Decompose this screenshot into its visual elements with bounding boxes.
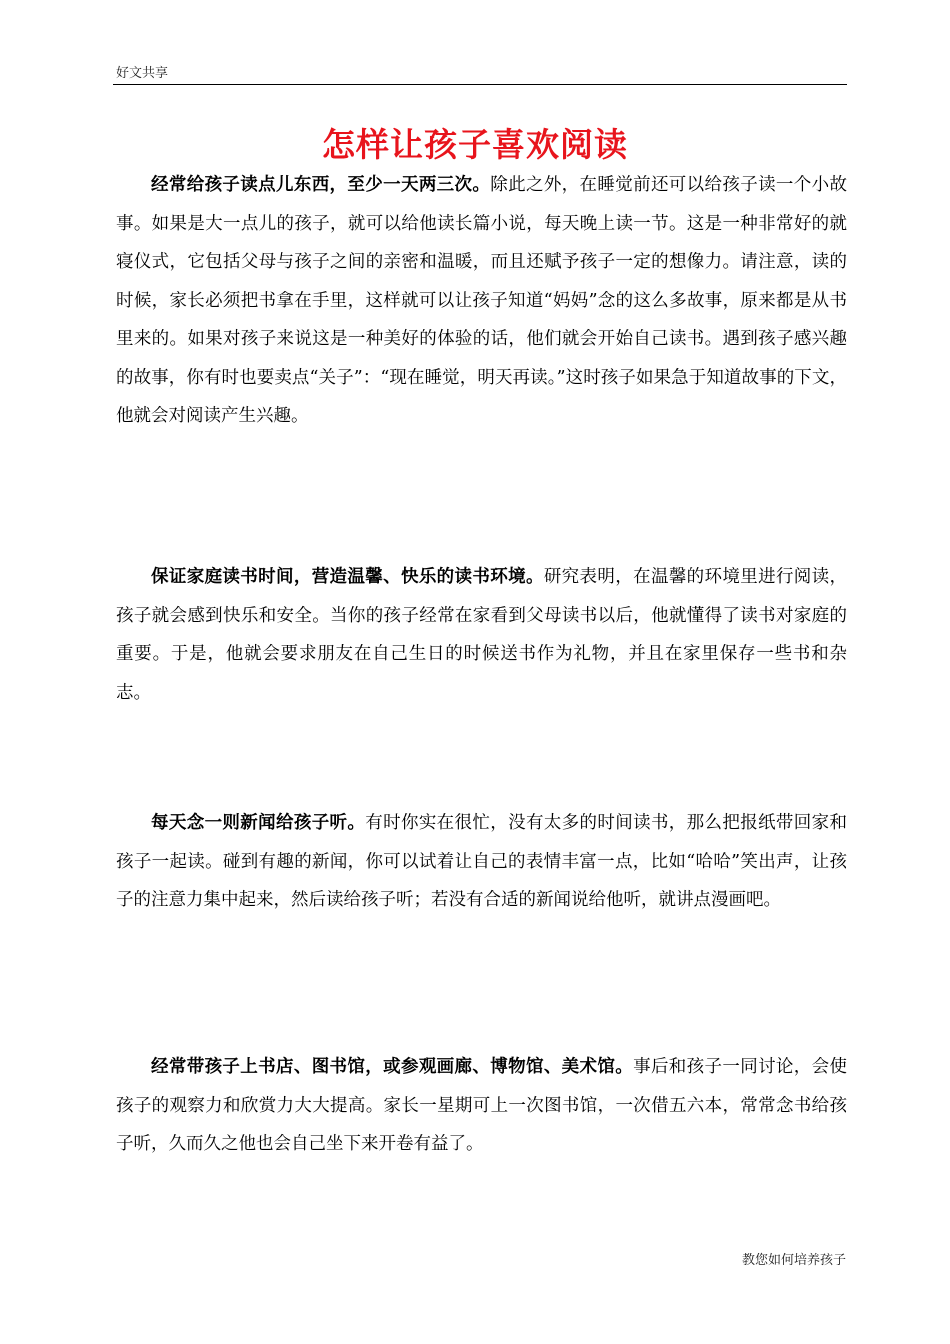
paragraph-body: 除此之外，在睡觉前还可以给孩子读一个小故事。如果是大一点儿的孩子，就可以给他读长篇小说，每天晚上读一节。这是一种非常好的就寝仪式，它包括父母与孩子之间的亲密和温暖，而且还赋予孩子一定的想像力。请注意，读的时候，家长必须把书拿在手里，这样就可以让孩子知道“妈妈”念的这么多故事，原来都是从书里来的。如果对孩子来说这是一种美好的体验的话，他们就会开始自己读书。遇到孩子感兴趣的故事，你有时也要卖点“关子”：“现在睡觉，明天再读。”这时孩子如果急于知道故事的下文，他就会对阅读产生兴趣。 [116, 175, 847, 426]
paragraph-family-reading-time [116, 558, 847, 712]
paragraph-lead: 经常带孩子上书店、图书馆，或参观画廊、博物馆、美术馆。 [151, 1057, 634, 1077]
document-title: 怎样让孩子喜欢阅读 [322, 125, 628, 164]
paragraph-body: 有时你实在很忙，没有太多的时间读书，那么把报纸带回家和孩子一起读。碰到有趣的新闻，你可以试着让自己的表情丰富一点，比如“哈哈”笑出声，让孩子的注意力集中起来，然后读给孩子听；若没有合适的新闻说给他听，就讲点漫画吧。 [116, 813, 848, 910]
header-text: 好文共享 [116, 66, 169, 81]
footer-text: 教您如何培养孩子 [741, 1253, 846, 1268]
paragraph-visit-bookstores [116, 1048, 847, 1164]
paragraph-lead: 经常给孩子读点儿东西，至少一天两三次。 [151, 175, 491, 195]
paragraph-body: 研究表明，在温馨的环境里进行阅读，孩子就会感到快乐和安全。当你的孩子经常在家看到父母读书以后，他就懂得了读书对家庭的重要。于是，他就会要求朋友在自己生日的时候送书作为礼物，并且在家里保存一些书和杂志。 [116, 567, 848, 703]
paragraph-daily-news [116, 804, 847, 920]
paragraph-read-to-child [116, 166, 847, 436]
paragraph-body: 事后和孩子一同讨论，会使孩子的观察力和欣赏力大大提高。家长一星期可上一次图书馆，一次借五六本，常常念书给孩子听，久而久之他也会自己坐下来开卷有益了。 [116, 1057, 848, 1154]
paragraph-lead: 保证家庭读书时间，营造温馨、快乐的读书环境。 [151, 567, 544, 587]
paragraph-lead: 每天念一则新闻给孩子听。 [151, 813, 366, 833]
header-divider [113, 84, 847, 85]
